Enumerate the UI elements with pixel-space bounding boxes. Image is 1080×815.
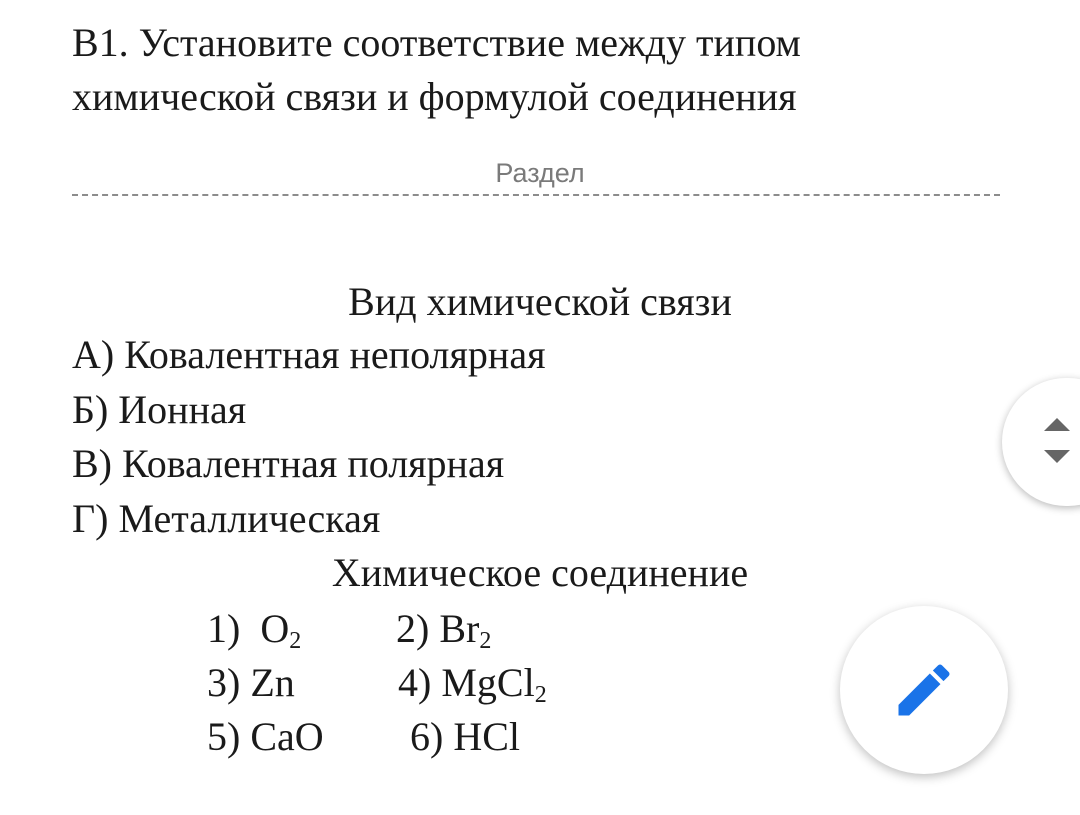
compound-item-2 <box>396 602 491 656</box>
bond-types-heading: Вид химической связи <box>348 279 732 324</box>
compound-number: 1) <box>207 606 241 651</box>
compound-subscript: 2 <box>479 628 492 654</box>
list-item: Б) Ионная <box>72 386 247 432</box>
edit-button[interactable] <box>840 606 1008 774</box>
compounds-heading: Химическое соединение <box>331 550 749 595</box>
section-divider <box>72 194 1000 196</box>
compound-formula: HCl <box>453 714 521 759</box>
chevron-up-icon[interactable] <box>1044 418 1070 431</box>
compound-number: 5) <box>207 714 241 759</box>
compound-number: 3) <box>207 660 241 705</box>
compound-formula: Zn <box>250 660 295 705</box>
compound-subscript: 2 <box>534 682 547 708</box>
compound-item-5 <box>207 710 324 764</box>
scroll-navigation-button[interactable] <box>1002 378 1080 506</box>
compound-item-1 <box>207 602 301 656</box>
chevron-down-icon[interactable] <box>1044 450 1070 463</box>
pencil-icon <box>890 656 958 724</box>
compound-formula: CaO <box>250 714 324 759</box>
list-item: Г) Металлическая <box>72 495 381 541</box>
compound-item-6 <box>410 710 520 764</box>
compound-formula: MgCl <box>441 660 535 705</box>
compound-item-4 <box>398 656 547 710</box>
question-title-line-2: химической связи и формулой соединения <box>72 74 797 119</box>
compound-number: 6) <box>410 714 444 759</box>
compound-formula: Br <box>439 606 480 651</box>
compound-number: 4) <box>398 660 432 705</box>
question-title-line-1: B1. Установите соответствие между типом <box>72 20 801 65</box>
list-item: А) Ковалентная неполярная <box>72 332 546 377</box>
compound-number: 2) <box>396 606 430 651</box>
section-label: Раздел <box>495 158 585 188</box>
compound-subscript: 2 <box>289 628 302 654</box>
list-item: В) Ковалентная полярная <box>72 441 505 486</box>
compounds-list <box>0 602 700 772</box>
compound-item-3 <box>207 656 295 710</box>
question-title <box>72 16 952 124</box>
bond-types-list <box>72 328 545 546</box>
compound-formula: O <box>260 606 290 651</box>
